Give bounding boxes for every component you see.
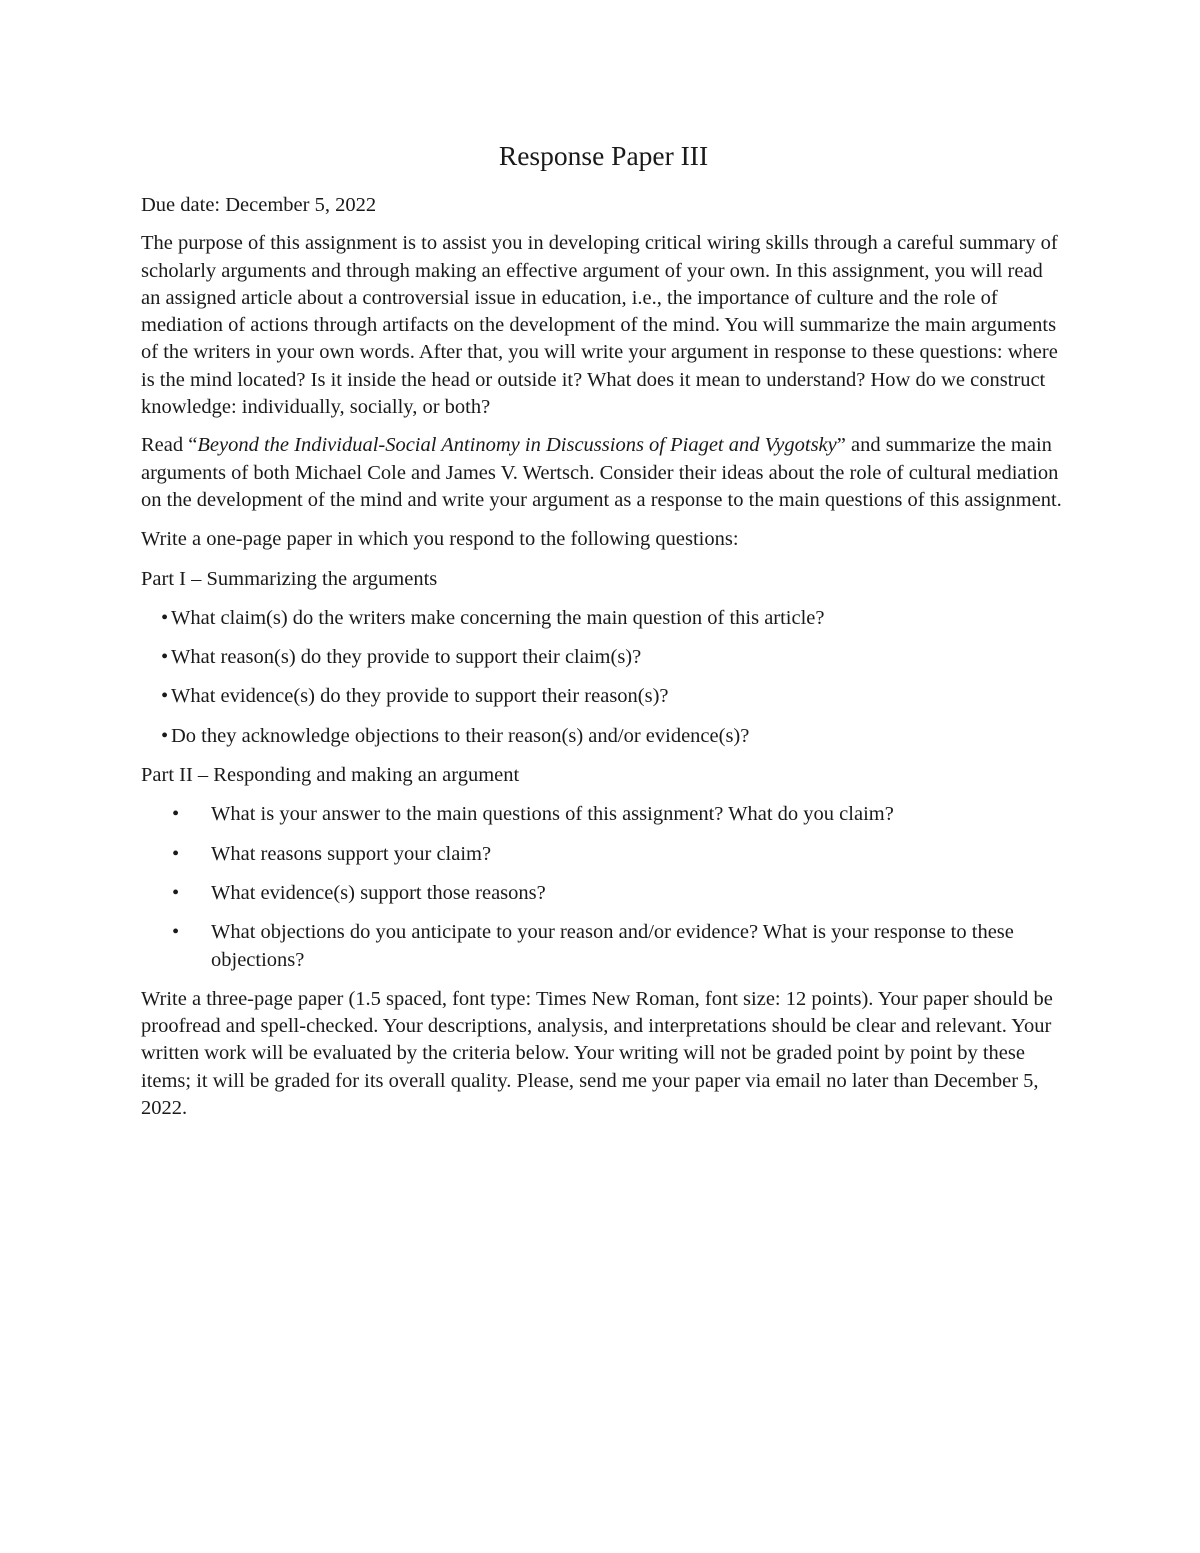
reading-paragraph	[141, 432, 1066, 514]
bullet-icon: •	[161, 606, 169, 629]
bullet-icon: •	[172, 921, 180, 944]
intro-paragraph: The purpose of this assignment is to assist you in developing critical wiring skills through a careful summary of scholarly arguments and through making an effective argument of your own. In this assignment, you will read an assigned article about a controversial issue in education, i.e., the importance of culture and the role of mediation of actions through artifacts on the development of the mind. You will summarize the main arguments of the writers in your own words. After that, you will write your argument in response to these questions: where is the mind located? Is it inside the head or outside it? What does it mean to understand? How do we construct knowledge: individually, socially, or both?	[141, 232, 1058, 419]
part1-heading: Part I – Summarizing the arguments	[141, 567, 438, 590]
bullet-icon: •	[172, 842, 180, 865]
reading-prefix: Read “	[141, 434, 198, 457]
bullet-icon: •	[161, 685, 169, 708]
reading-suffix: ” and summarize the main arguments of both Michael Cole and James V. Wertsch. Consider their ideas about the role of cultural mediation on the development of the mind and write your argument as a response to the main questions of this assignment.	[141, 434, 1062, 511]
list-item-text: What reasons support your claim?	[211, 842, 492, 865]
article-title: Beyond the Individual-Social Antinomy in Discussions of Piaget and Vygotsky	[197, 434, 837, 457]
list-item	[141, 880, 1066, 907]
list-item-text: What objections do you anticipate to your reason and/or evidence? What is your response to these objections?	[211, 921, 1014, 971]
part2-question-list	[141, 801, 1066, 973]
part2-heading: Part II – Responding and making an argument	[141, 764, 520, 787]
bullet-icon: •	[172, 881, 180, 904]
list-item-text: Do they acknowledge objections to their reason(s) and/or evidence(s)?	[171, 724, 750, 747]
list-item	[161, 723, 1066, 750]
list-item	[141, 841, 1066, 868]
list-item-text: What reason(s) do they provide to support their claim(s)?	[171, 646, 642, 669]
bullet-icon: •	[161, 724, 169, 747]
list-item	[161, 605, 1066, 632]
document-body	[141, 138, 1066, 1133]
list-item	[141, 801, 1066, 828]
closing-paragraph: Write a three-page paper (1.5 spaced, font type: Times New Roman, font size: 12 points). Your paper should be proofread and spell-checked. Your descriptions, analysis, and interpretations should be clear and relevant. Your written work will be evaluated by the criteria below. Your writing will not be graded point by point by these items; it will be graded for its overall quality. Please, send me your paper via email no later than December 5, 2022.	[141, 987, 1053, 1120]
bullet-icon: •	[161, 646, 169, 669]
bullet-icon: •	[172, 803, 180, 826]
list-item	[161, 683, 1066, 710]
one-page-instruction: Write a one-page paper in which you respond to the following questions:	[141, 528, 739, 551]
due-date: Due date: December 5, 2022	[141, 194, 377, 216]
page-title: Response Paper III	[498, 140, 709, 171]
list-item-text: What evidence(s) do they provide to support their reason(s)?	[171, 685, 669, 708]
list-item-text: What evidence(s) support those reasons?	[211, 881, 546, 904]
list-item	[141, 919, 1066, 974]
part1-question-list	[141, 605, 1066, 750]
list-item	[161, 644, 1066, 671]
list-item-text: What is your answer to the main questions of this assignment? What do you claim?	[211, 803, 894, 826]
list-item-text: What claim(s) do the writers make concerning the main question of this article?	[171, 606, 825, 629]
